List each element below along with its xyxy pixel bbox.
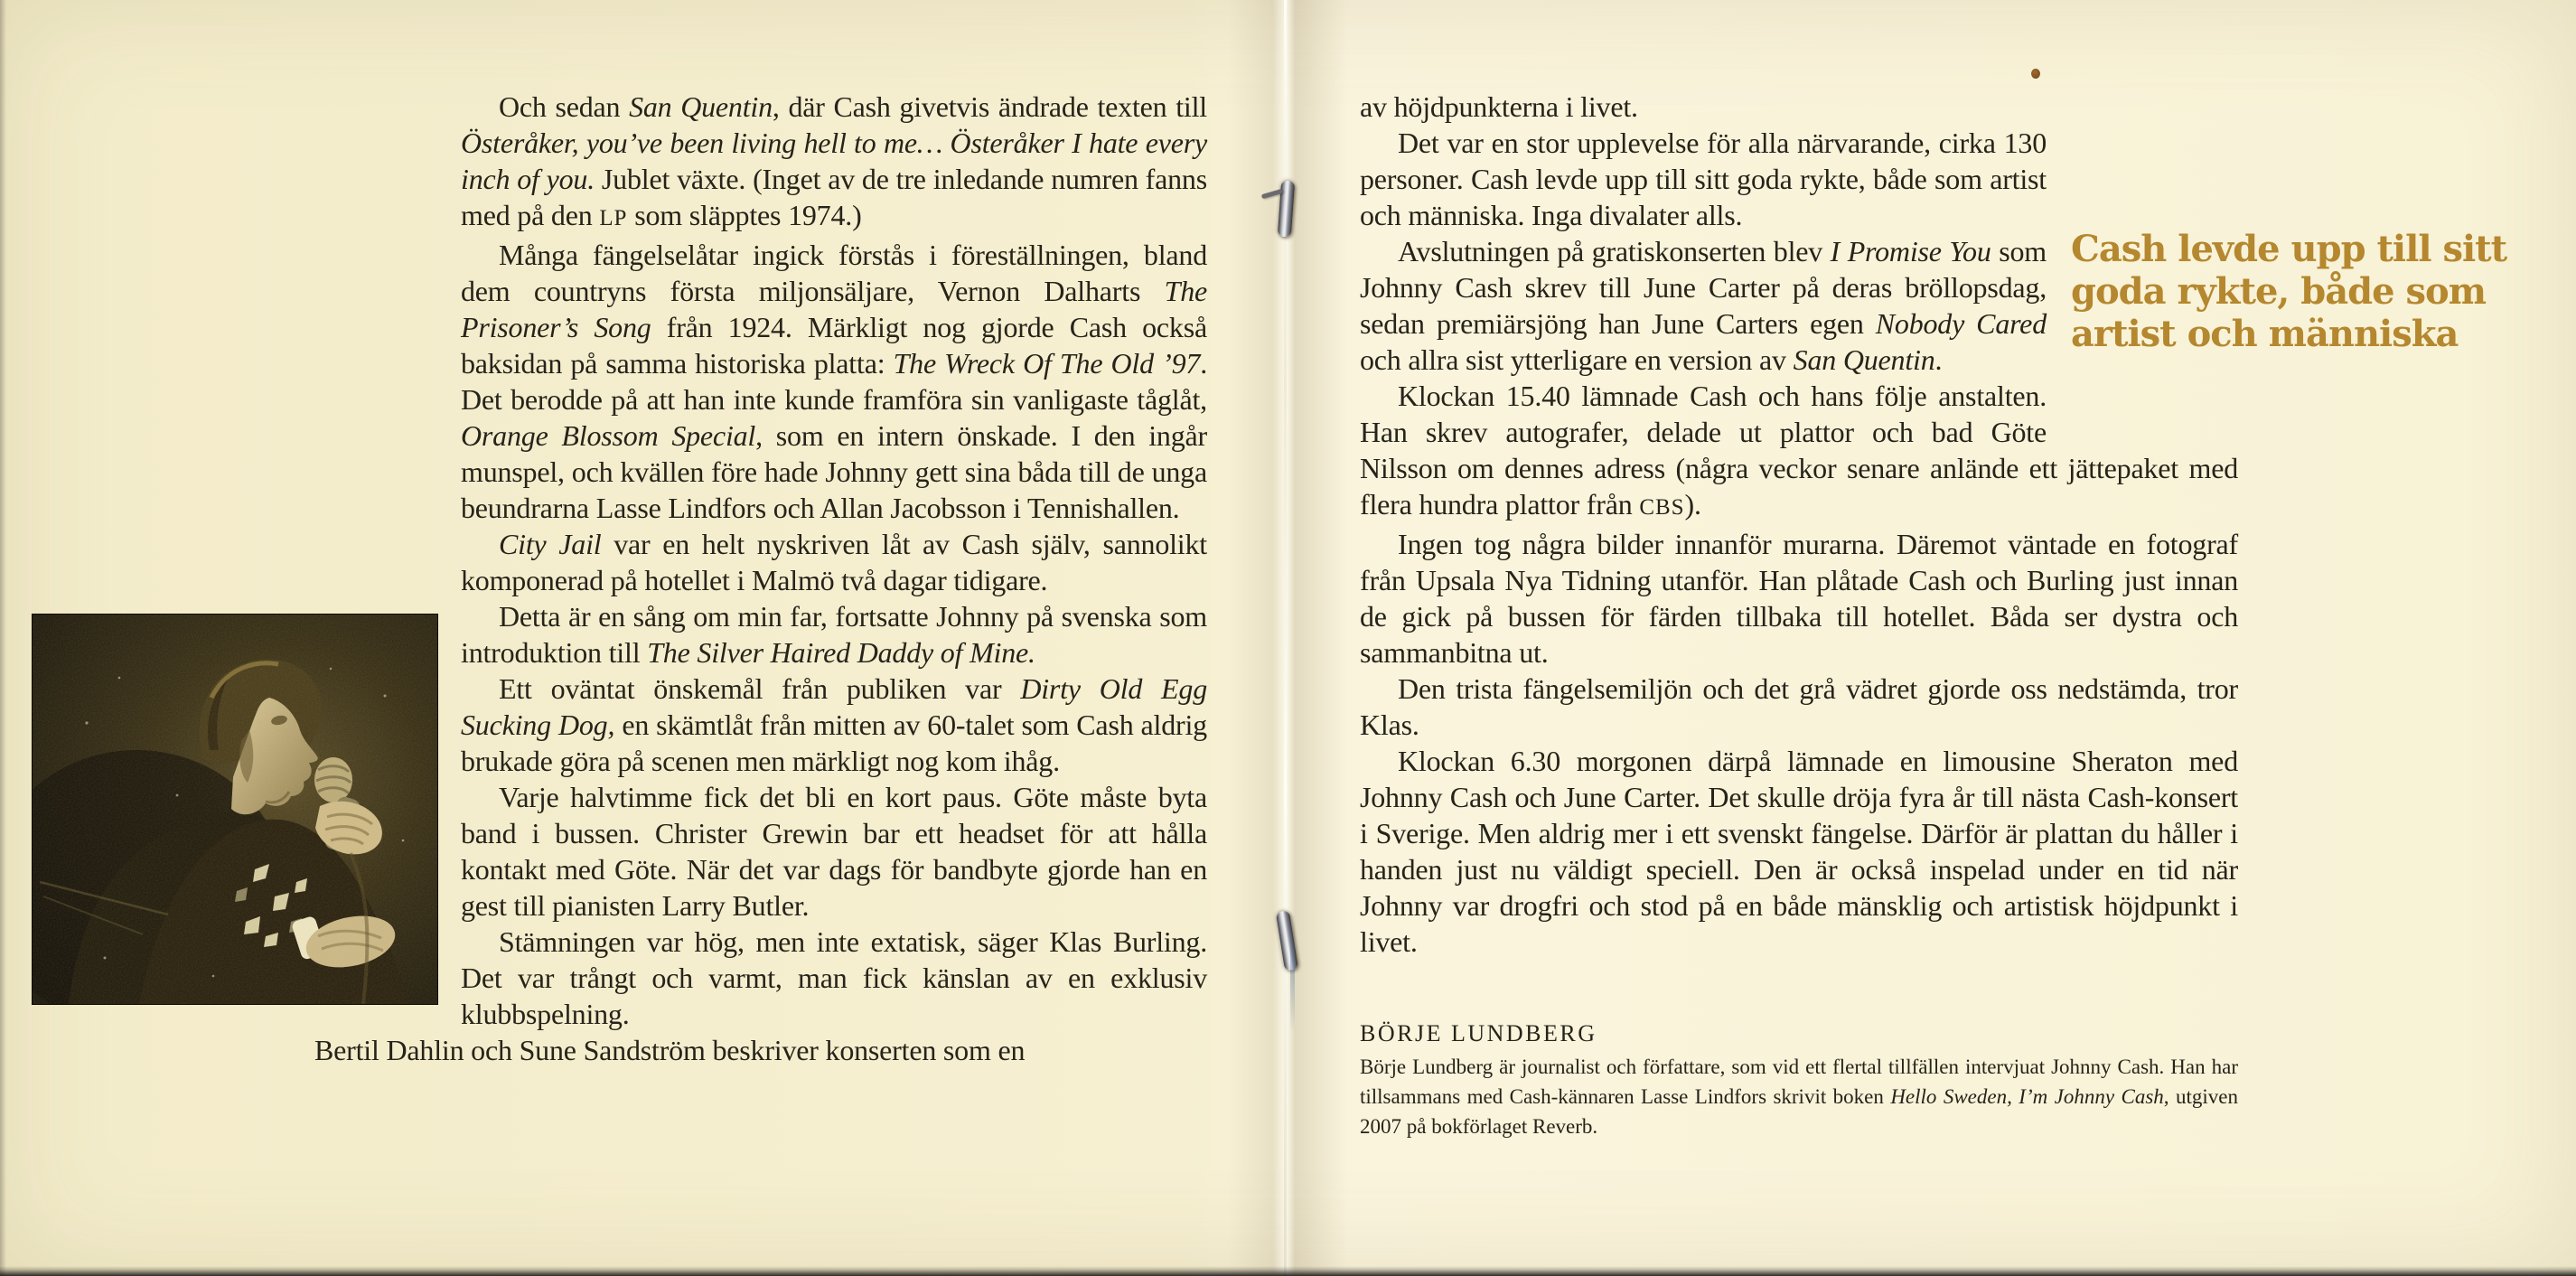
author-byline: BÖRJE LUNDBERG <box>1360 1020 1597 1046</box>
bottom-scan-edge <box>0 1266 2576 1276</box>
paragraph-left-5: Ett oväntat önskemål från publiken var Dirty Old Egg Sucking Dog, en skämtlåt från mitten av 60-talet som Cash aldrig brukade göra på scenen men märkligt nog kom ihåg. <box>461 672 1208 777</box>
paragraph-right-5: Ingen tog några bilder innanför murarna. Däremot väntade en fotograf från Upsala Nya Tidning utanför. Han plåtade Cash och Burling just innan de gick på bussen för färden tillbaka till hotellet. Båda ser dystra och sammanbitna ut. <box>1360 528 2238 669</box>
johnny-cash-photo-illustration <box>33 615 437 1004</box>
pull-quote: Cash levde upp till sitt goda rykte, både som artist och människa <box>2071 228 2507 355</box>
left-scan-edge <box>0 0 6 1276</box>
paragraph-right-4: Klockan 15.40 lämnade Cash och hans följe anstalten. Han skrev autografer, delade ut plattor och bad Göte Nilsson om dennes adress (några veckor senare anlände ett jättepaket med flera hundra plattor från CBS). <box>1360 380 2238 521</box>
paragraph-left-2: Många fängelselåtar ingick förstås i föreställningen, bland dem countryns första miljonsäljare, Vernon Dalharts The Prisoner’s Song från 1924. Märkligt nog gjorde Cash också baksidan på samma historiska platta: The Wreck Of The Old ’97. Det berodde på att han inte kunde framföra sin vanligaste tåglåt, Orange Blossom Special, som en intern önskade. I den ingår munspel, och kvällen före hade Johnny gett sina båda till de unga beundrarna Lasse Lindfors och Allan Jacobsson i Tennishallen. <box>461 239 1207 524</box>
paragraph-right-6: Den trista fängelsemiljön och det grå vädret gjorde oss nedstämda, tror Klas. <box>1360 672 2238 741</box>
paragraph-right-7: Klockan 6.30 morgonen därpå lämnade en limousine Sheraton med Johnny Cash och June Carter. Det skulle dröja fyra år till nästa Cash-konsert i Sverige. Men aldrig mer i ett svenskt fängelse. Därför är plattan du håller i handen just nu väldigt speciell. Den är också inspelad under en tid när Johnny var drogfri och stod på en både mänsklig och artistisk höjdpunkt i livet. <box>1360 745 2238 958</box>
paragraph-left-3: City Jail var en helt nyskriven låt av Cash själv, sannolikt komponerad på hotellet i Malmö två dagar tidigare. <box>461 528 1207 596</box>
paragraph-left-8: Bertil Dahlin och Sune Sandström beskriver konserten som en <box>314 1034 1026 1066</box>
paper-speck <box>2031 69 2040 79</box>
paragraph-right-3: Avslutningen på gratiskonserten blev I Promise You som Johnny Cash skrev till June Carter på deras bröllopsdag, sedan premiärsjöng han June Carters egen Nobody Cared och allra sist ytterligare en version av San Quentin. <box>1360 235 2047 376</box>
author-bio: Börje Lundberg är journalist och författare, som vid ett flertal tillfällen intervjuat Johnny Cash. Han har tillsammans med Cash-kännaren Lasse Lindfors skrivit boken Hello Sweden, I’m Johnny Cash, utgiven 2007 på bokförlaget Reverb. <box>1360 1056 2238 1138</box>
left-page-text-column <box>276 89 1207 1068</box>
paragraph-right-2: Det var en stor upplevelse för alla närvarande, cirka 130 personer. Cash levde upp till sitt goda rykte, både som artist och människa. Inga divalater alls. <box>1360 127 2047 231</box>
paragraph-right-1: av höjdpunkterna i livet. <box>1360 90 1638 123</box>
scan-artifact-smudge <box>1290 920 1295 1033</box>
johnny-cash-photo <box>33 615 437 1004</box>
paragraph-left-7: Stämningen var hög, men inte extatisk, säger Klas Burling. Det var trångt och varmt, man fick känslan av en exklusiv klubbspelning. <box>461 925 1207 1030</box>
paragraph-left-1: Och sedan San Quentin, där Cash givetvis ändrade texten till Österåker, you’ve been living hell to me… Österåker I hate every inch of you. Jublet växte. (Inget av de tre inledande numren fanns med på den LP som släpptes 1974.) <box>461 90 1207 231</box>
paragraph-left-4: Detta är en sång om min far, fortsatte Johnny på svenska som introduktion till The Silver Haired Daddy of Mine. <box>461 600 1207 669</box>
paragraph-left-6: Varje halvtimme fick det bli en kort paus. Göte måste byta band i bussen. Christer Grewin bar ett headset för att hålla kontakt med Göte. När det var dags för bandbyte gjorde han en gest till pianisten Larry Butler. <box>461 781 1207 922</box>
